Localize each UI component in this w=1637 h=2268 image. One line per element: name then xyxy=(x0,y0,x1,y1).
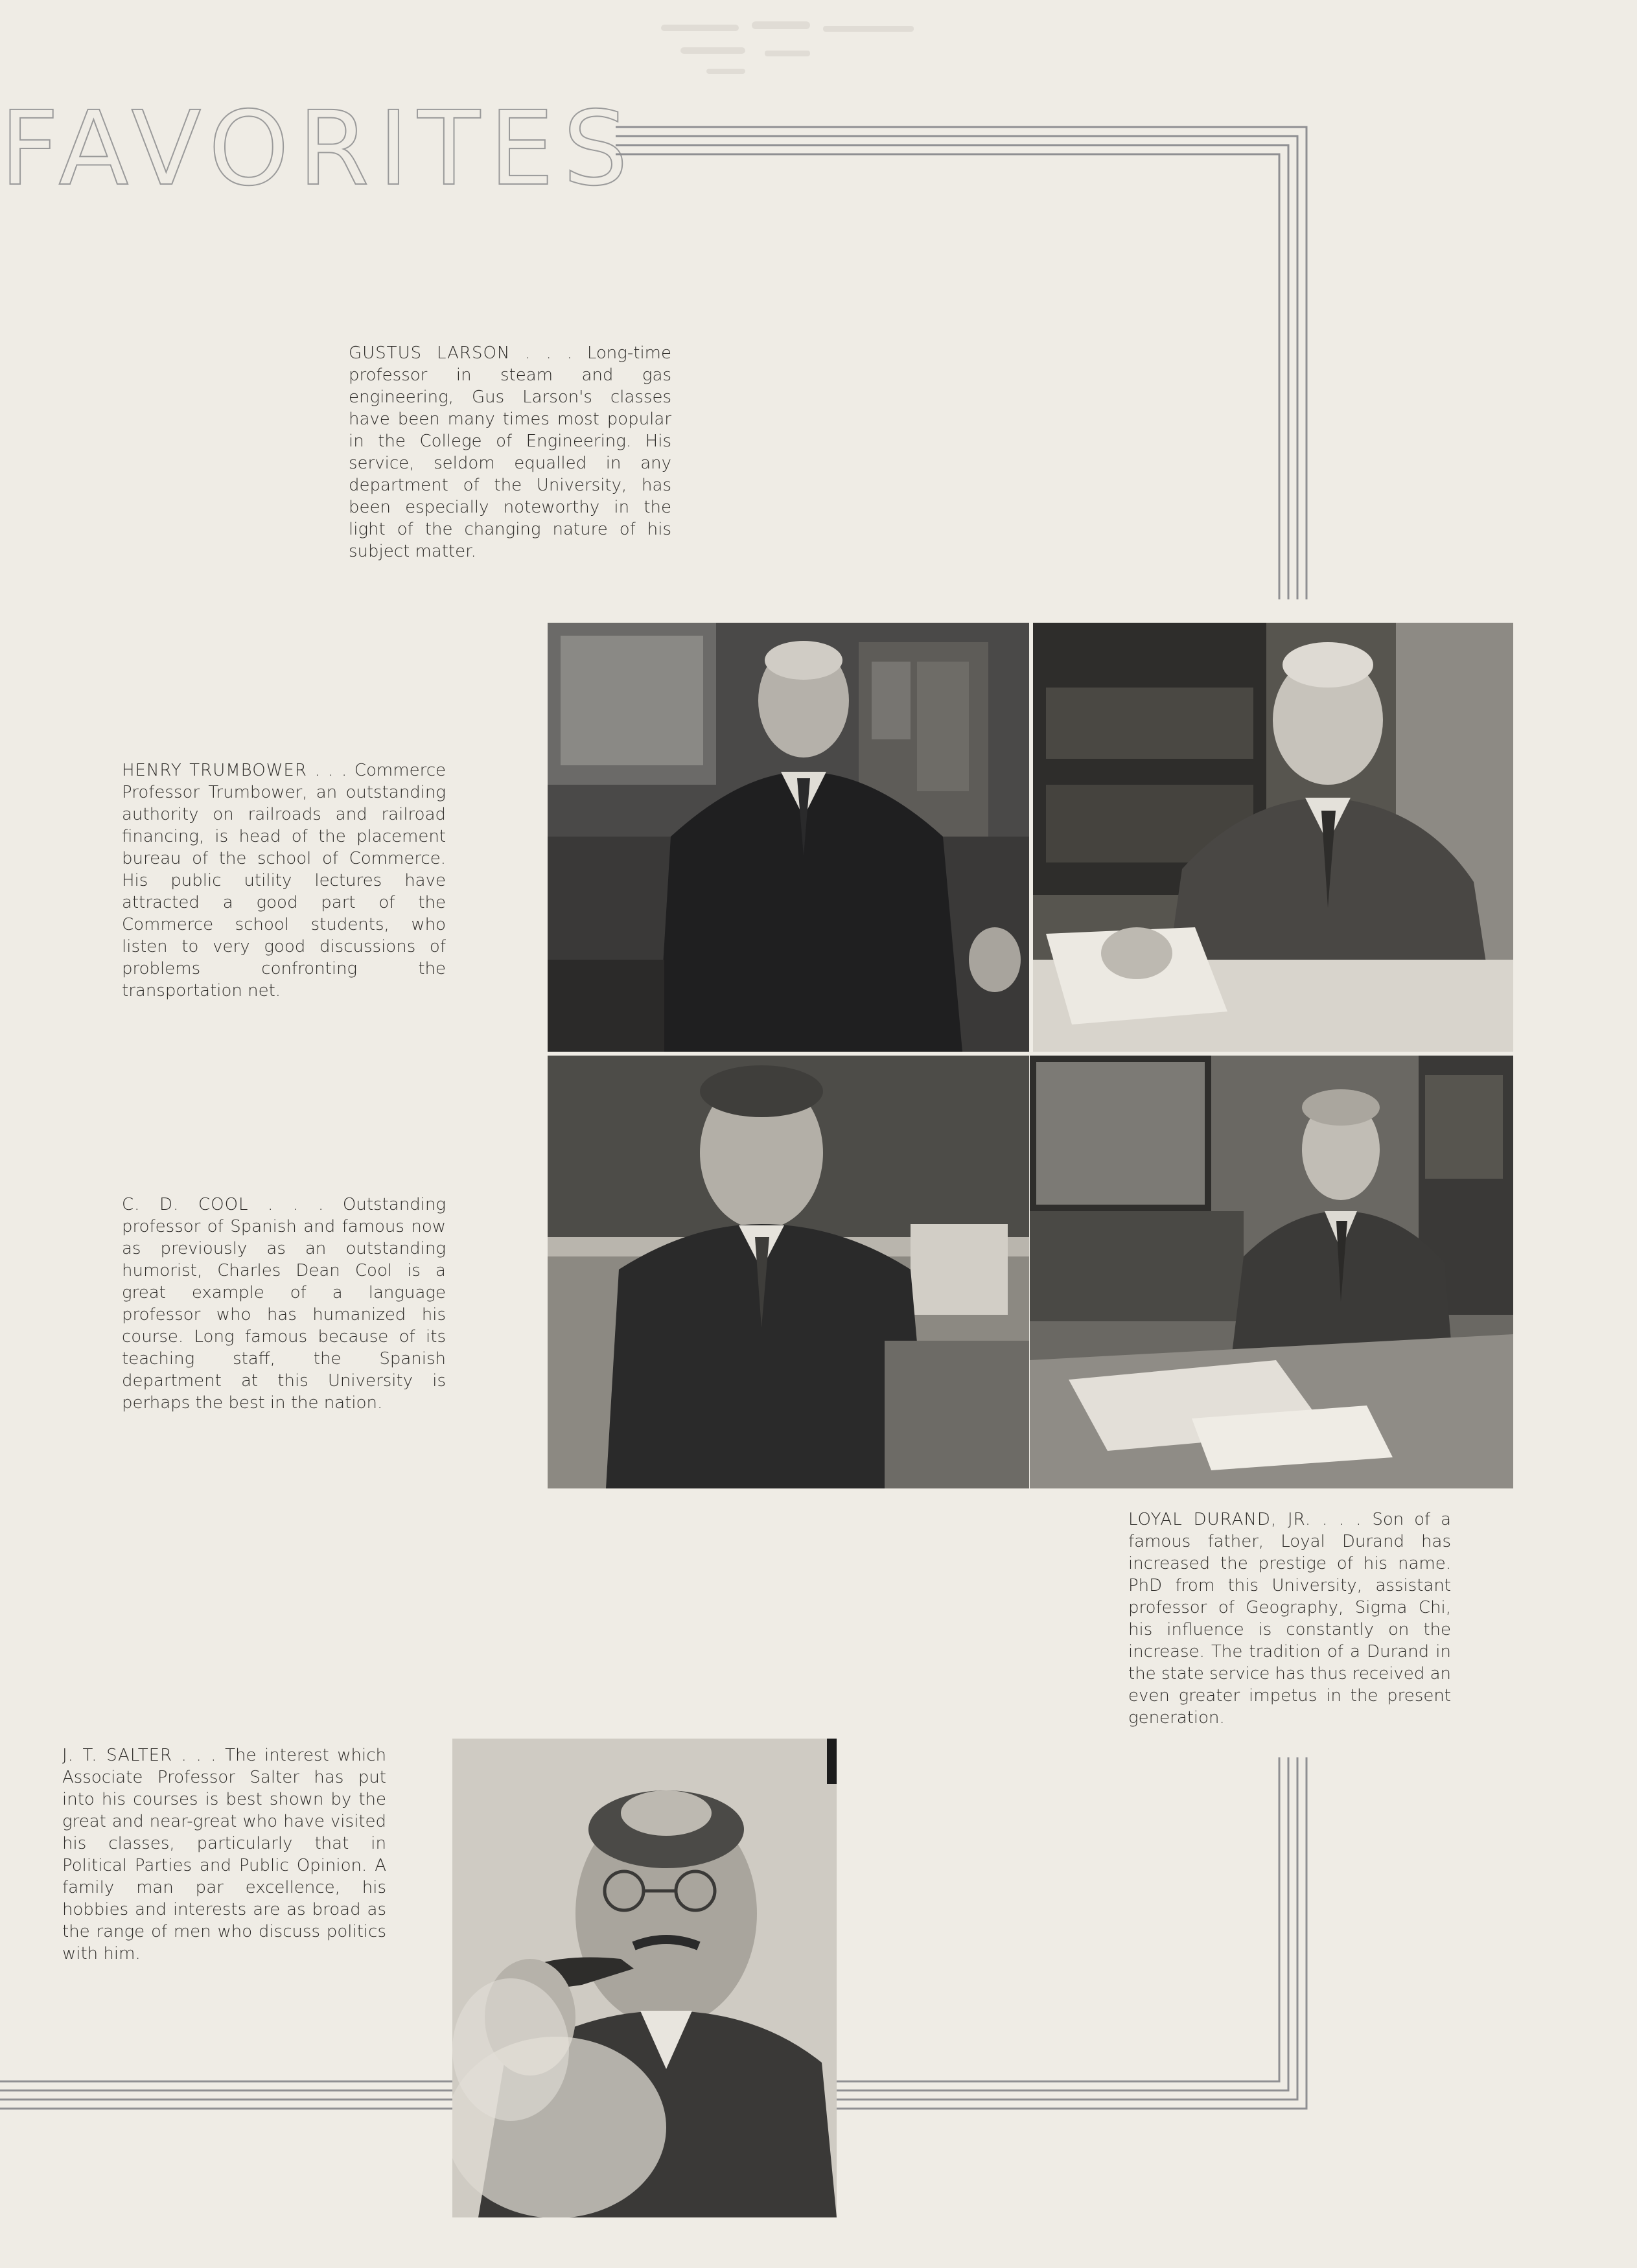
bio-name: J. T. SALTER . . . xyxy=(62,1746,217,1765)
bio-loyal-durand xyxy=(1128,1509,1451,1729)
bleed-through-smudge xyxy=(655,12,927,83)
bio-text: Long-time professor in steam and gas engineering, Gus Larson's classes have been many times most popular in the College of Engineering. His service, seldom equalled in any department of the University, has been especially noteworthy in the light of the changing nature of his subject matter. xyxy=(349,343,671,561)
page-title: FAVORITES xyxy=(0,89,638,209)
photo-loyal-durand xyxy=(1030,1056,1513,1488)
bio-name: C. D. COOL . . . xyxy=(122,1195,325,1214)
bio-text: Commerce Professor Trumbower, an outstanding authority on railroads and railroad financing, is head of the placement bureau of the school of Commerce. His public utility lectures have attracted a good part of the Commerce school students, who listen to very good discussions of problems confronting the transportation net. xyxy=(122,761,446,1001)
photo-henry-trumbower xyxy=(548,623,1029,1052)
photo-jt-salter xyxy=(452,1739,837,2217)
bio-text: Son of a famous father, Loyal Durand has increased the prestige of his name. PhD from this University, assistant professor of Geography, Sigma Chi, his influence is constantly on the increase. The tradition of a Durand in the state service has thus received an even greater impetus in the present generation. xyxy=(1128,1510,1452,1728)
bio-name: LOYAL DURAND, JR. . . . xyxy=(1128,1510,1362,1529)
bio-jt-salter xyxy=(62,1744,386,1965)
bio-cd-cool xyxy=(122,1194,446,1414)
bio-text: The interest which Associate Professor Salter has put into his courses is best shown by the great and near-great who have visited his classes, particularly that in Political Parties and Public Opinion. A family man par excellence, his hobbies and interests are as broad as the range of men who discuss politics with him. xyxy=(62,1746,386,1963)
bio-name: HENRY TRUMBOWER . . . xyxy=(122,761,348,780)
photo-gustus-larson xyxy=(1033,623,1513,1052)
bio-name: GUSTUS LARSON . . . xyxy=(349,343,573,363)
bio-text: Outstanding professor of Spanish and famous now as previously as an outstanding humorist, Charles Dean Cool is a great example of a language professor who has humanized his course. Long famous because of its teaching staff, the Spanish department at this University is perhaps the best in the nation. xyxy=(122,1195,447,1413)
bio-henry-trumbower xyxy=(122,759,446,1002)
photo-cd-cool xyxy=(548,1056,1029,1488)
bio-gustus-larson xyxy=(349,342,671,562)
